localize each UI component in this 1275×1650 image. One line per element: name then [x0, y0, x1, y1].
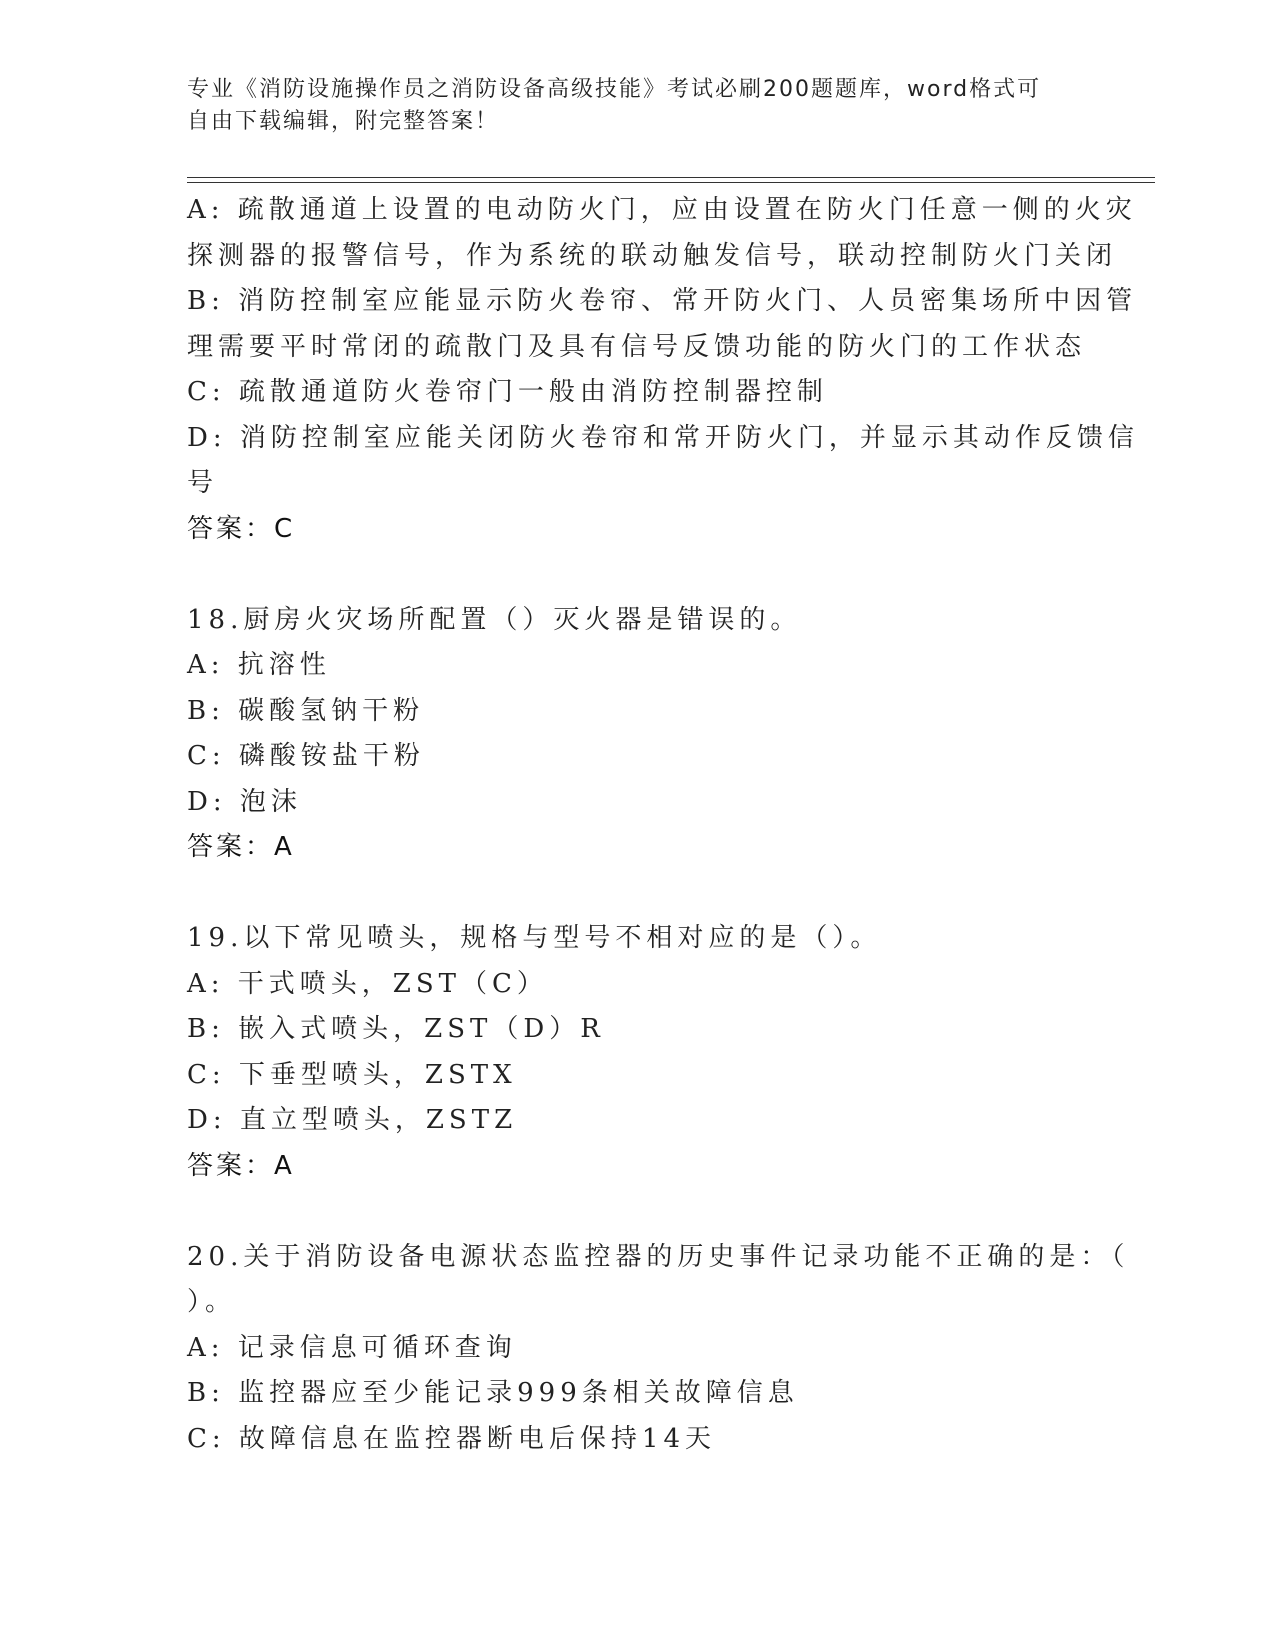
option-d: D: 直立型喷头，ZSTZ: [187, 1105, 518, 1135]
document-body: [187, 188, 1139, 1462]
option-c: C: 下垂型喷头，ZSTX: [187, 1059, 517, 1090]
option-line: A: 疏散通道上设置的电动防火门，应由设置在防火门任意一侧的火灾: [187, 195, 1137, 225]
answer-line: 答案：A: [187, 1150, 295, 1181]
header-rule-bottom: [187, 182, 1155, 183]
question-block-18: [187, 598, 1087, 871]
question-block-20: [187, 1235, 1130, 1463]
option-line: 探测器的报警信号，作为系统的联动触发信号，联动控制防火门关闭: [187, 240, 1118, 271]
header-line-1: 专业《消防设施操作员之消防设备高级技能》考试必刷200题题库，word格式可: [187, 77, 1042, 102]
option-line: B: 消防控制室应能显示防火卷帘、常开防火门、人员密集场所中因管: [187, 286, 1138, 316]
question-stem: 19.以下常见喷头，规格与型号不相对应的是（）。: [187, 923, 882, 953]
question-stem: 20.关于消防设备电源状态监控器的历史事件记录功能不正确的是：（: [187, 1241, 1130, 1272]
header-rule-top: [187, 177, 1155, 178]
question-block-19: [187, 916, 1087, 1189]
spacer: [187, 871, 1087, 917]
answer-line: 答案：C: [187, 513, 296, 544]
option-b: B: 嵌入式喷头，ZST（D）R: [187, 1014, 605, 1044]
spacer: [187, 552, 1087, 598]
document-header: [187, 74, 1067, 138]
option-line: 号: [187, 468, 219, 498]
option-c: C: 磷酸铵盐干粉: [187, 741, 425, 771]
question-stem: 18.厨房火灾场所配置（）灭火器是错误的。: [187, 604, 802, 635]
option-b: B: 碳酸氢钠干粉: [187, 695, 425, 726]
answer-line: 答案：A: [187, 832, 295, 862]
option-line: C: 疏散通道防火卷帘门一般由消防控制器控制: [187, 377, 828, 407]
option-a: A: 抗溶性: [187, 650, 331, 680]
option-line: 理需要平时常闭的疏散门及具有信号反馈功能的防火门的工作状态: [187, 331, 1087, 362]
question-stem-continued: ）。: [187, 1287, 237, 1317]
option-line: D: 消防控制室应能关闭防火卷帘和常开防火门，并显示其动作反馈信: [187, 422, 1139, 453]
option-a: A: 干式喷头，ZST（C）: [187, 968, 548, 999]
header-line-2: 自由下载编辑，附完整答案！: [187, 109, 500, 134]
option-a: A: 记录信息可循环查询: [187, 1332, 517, 1363]
option-b: B: 监控器应至少能记录999条相关故障信息: [187, 1378, 799, 1408]
option-d: D: 泡沫: [187, 786, 302, 817]
spacer: [187, 1189, 1087, 1235]
option-c: C: 故障信息在监控器断电后保持14天: [187, 1423, 717, 1454]
question-block-17: [187, 188, 1139, 552]
